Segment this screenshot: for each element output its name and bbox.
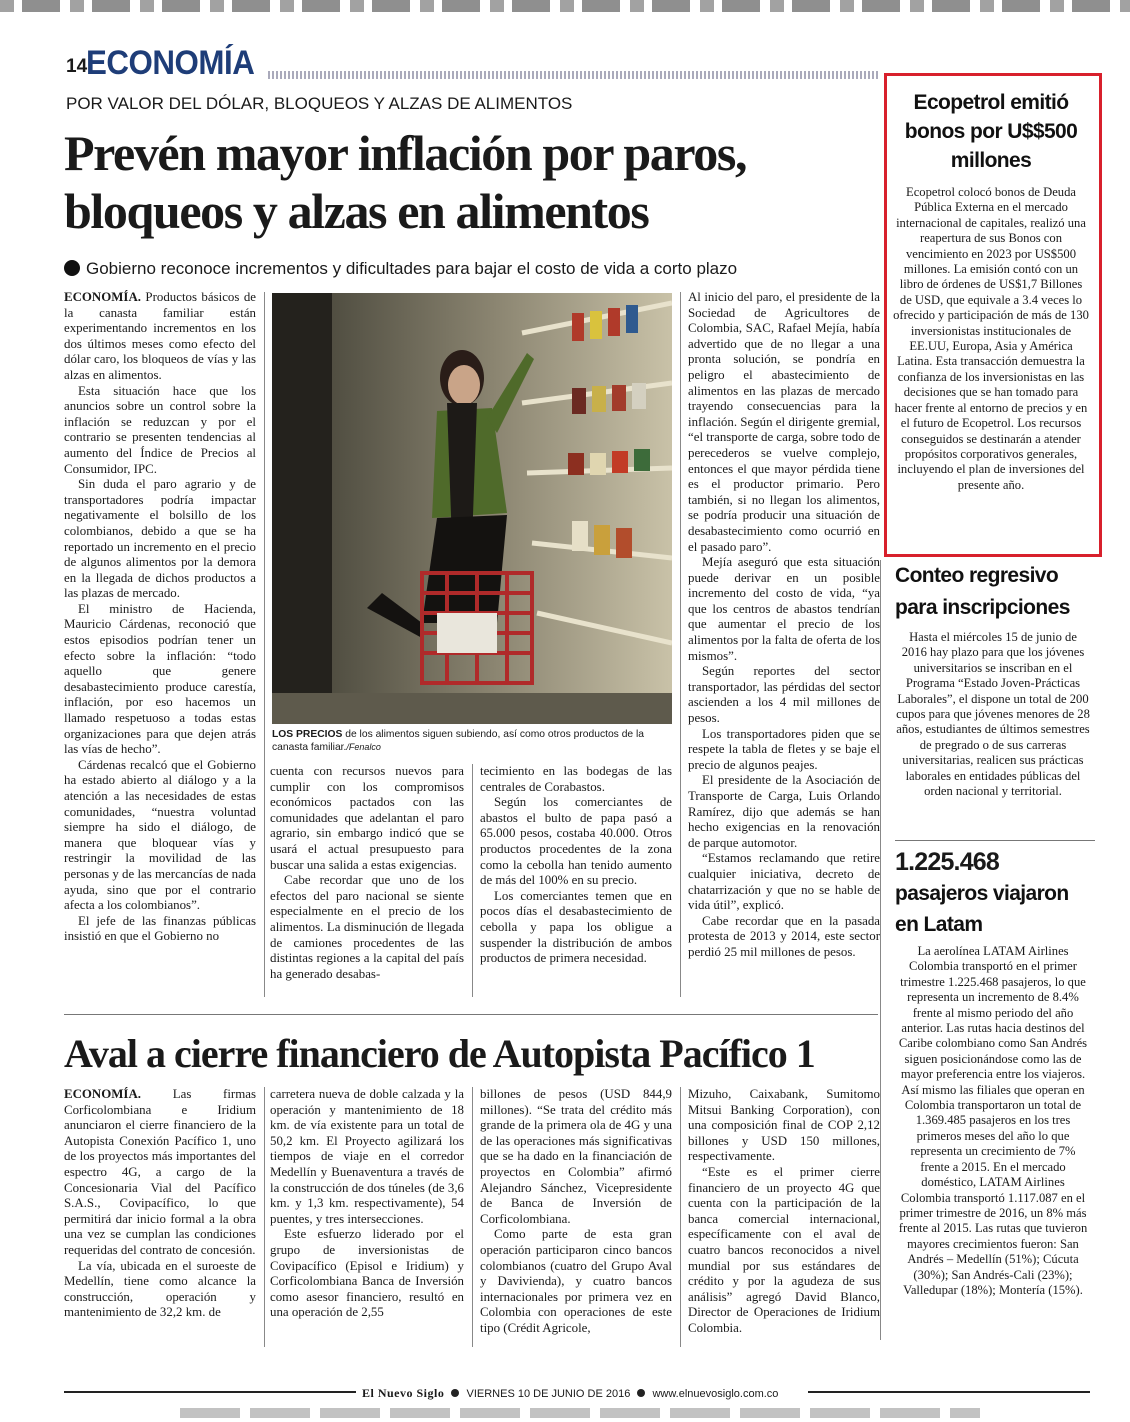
paragraph-text: carretera nueva de doble calzada y la operación y mantenimiento de 18 km. de vía existente para un total de 50,2 km. El Proyecto agilizará los tiempos de viaje en el corredor Medellín y Buenaventura a través de la construcción de dos túneles (de 3,6 km. y 1,3 km. respectivamente), 54 puentes, y tres intersecciones. <box>270 1087 464 1226</box>
paragraph-text: “Estamos reclamando que retire cualquier iniciativa, decreto de chatarrización y que no se hable de vida útil”, explicó. <box>688 851 880 913</box>
deck-bullet-icon <box>64 260 80 276</box>
caption-lead: LOS PRECIOS <box>272 729 343 740</box>
column-divider <box>264 292 265 997</box>
paragraph-text: tecimiento en las bodegas de las centrales de Corabastos. <box>480 764 672 794</box>
second-column-3 <box>480 1087 672 1337</box>
ecopetrol-body: Ecopetrol colocó bonos de Deuda Pública Externa en el mercado internacional de capitales, realizó una reapertura de sus Bonos con vencimiento en 2023 por US$500 millones. La emisión contó con un libro de órdenes de US$1,7 Billones de USD, que equivale a 3.4 veces lo ofrecido y participación de más de 130 inversionistas institucionales de EE.UU, Europa, Asia y América Latina. Esta transacción demuestra la confianza de los inversionistas en las decisiones que se han tomado para hacer frente al entorno de precios y en el futuro de Ecopetrol. Los recursos conseguidos se destinarán a atender propósitos corporativos generales, incluyendo el plan de inversiones del presente año. <box>893 185 1089 492</box>
dateline: ECONOMÍA. <box>64 290 141 304</box>
paragraph <box>64 1259 256 1321</box>
paragraph <box>688 664 880 726</box>
paragraph-text: “Este es el primer cierre financiero de un proyecto 4G que cuenta con la participación de la banca comercial internacional, específicamente con el aval de cuatro bancos reconocidos a nivel mundial por sus estándares de crédito y por la agudeza de sus análisis” agregó David Blanco, Director de Operaciones de Iridium Colombia. <box>688 1164 880 1335</box>
conteo-brief <box>895 560 1091 799</box>
page-number: 14 <box>66 56 88 77</box>
photo-credit: /Fenalco <box>346 742 381 752</box>
paragraph-text: El jefe de las finanzas públicas insistió en que el Gobierno no <box>64 913 256 944</box>
ecopetrol-title: Ecopetrol emitió bonos por U$$500 millones <box>904 91 1078 172</box>
paragraph <box>688 555 880 664</box>
paragraph <box>64 384 256 478</box>
main-column-3 <box>480 764 672 967</box>
caption-text: de los alimentos siguen subiendo, así como otros productos de la canasta familiar. <box>272 729 645 753</box>
paragraph-text: Al inicio del paro, el presidente de la Sociedad de Agricultores de Colombia, SAC, Rafael Mejía, había advertido que de no llegar a una pronta solución, se pondría en peligro el abastecimiento de alimentos en las plazas de mercado trayendo consecuencias para la inflación. Según el dirigente gremial, “el transporte de carga, sobre todo de perecederos se vuelve complejo, entonces el que mayor pérdida tiene es el productor primario. Pero también, si no llegan los alimentos, se podría producir una situación de desabastecimiento como ocurrió en el pasado paro”. <box>688 290 880 554</box>
paragraph-text: cuenta con recursos nuevos para cumplir con los compromisos económicos pactados con las comunidades que adelantan el paro agrario, sin embargo indicó que se usará el actual presupuesto para buscar una salida a estas exigencias. <box>270 764 464 872</box>
column-divider <box>680 292 681 997</box>
paragraph <box>270 764 464 873</box>
paragraph-text: Las firmas Corficolombiana e Iridium anunciaron el cierre financiero de la Autopista Conexión Pacífico 1, uno de los proyectos más importantes del espectro 4G, a cargo de la Concesionaria Vial del Pacífico S.A.S., Covipacífico, lo que permitirá dar inicio formal a la obra una vez se cumplan las condiciones requeridas del contrato de concesión. <box>64 1087 256 1257</box>
ecopetrol-brief <box>893 88 1089 493</box>
paragraph <box>64 758 256 914</box>
dateline: ECONOMÍA. <box>64 1087 141 1101</box>
paragraph-text: El ministro de Hacienda, Mauricio Cárdenas, reconoció que estos episodios podrían tener un efecto sobre la inflación: “todo aquello que genere desabastecimiento produce carestía, inflación, por eso hacemos un llamado respetuoso a todas estas organizaciones para que dejen atrás las vías de hecho”. <box>64 601 256 757</box>
footer <box>362 1386 778 1401</box>
header-dotted-rule <box>268 71 880 79</box>
paragraph-text: Productos básicos de la canasta familiar están experimentando incrementos en los dos últimos meses como efecto del dólar caro, los bloqueos de vías y las alzas en alimentos. <box>64 290 256 382</box>
top-scan-strip <box>0 0 1130 12</box>
paragraph <box>688 851 880 913</box>
main-column-1 <box>64 290 256 945</box>
paragraph-text: Cabe recordar que uno de los efectos del paro nacional se siente especialmente en el precio de los alimentos. La disminución de llegada de camiones procedentes de las distintas regiones a la capital del país ha generado desabas- <box>270 873 464 981</box>
paragraph <box>480 889 672 967</box>
paragraph <box>270 873 464 982</box>
footer-date: VIERNES 10 DE JUNIO DE 2016 <box>466 1388 631 1400</box>
kicker: POR VALOR DEL DÓLAR, BLOQUEOS Y ALZAS DE ALIMENTOS <box>66 94 573 113</box>
supermarket-photo-illustration <box>272 293 672 724</box>
sidebar-separator <box>895 840 1095 841</box>
paragraph <box>270 1227 464 1321</box>
footer-dot-icon <box>451 1389 459 1397</box>
column-divider <box>680 1087 681 1347</box>
column-divider <box>472 1087 473 1347</box>
photo-woman-in-supermarket <box>272 293 672 724</box>
second-column-4 <box>688 1087 880 1337</box>
paragraph-text: La vía, ubicada en el suroeste de Medellín, tiene como alcance la construcción, operación y mantenimiento de 32,2 km. de <box>64 1258 256 1320</box>
main-deck <box>64 259 737 279</box>
paragraph-text: Mizuho, Caixabank, Sumitomo Mitsui Banking Corporation), con una composición final de COP 2,12 billones y USD 150 millones, respectivamente. <box>688 1087 880 1164</box>
paragraph <box>64 914 256 945</box>
paragraph-text: Cárdenas recalcó que el Gobierno ha estado abierto al diálogo y a la atención a las necesidades de estas comunidades, “nuestra voluntad siempre ha sido el diálogo, de manera que bloquear vías y restringir la movilidad de las personas y de las mercancías de nada ayuda, sino que por el contrario afecta a los colombianos”. <box>64 757 256 913</box>
second-column-1 <box>64 1087 256 1321</box>
paragraph-text: El presidente de la Asociación de Transporte de Carga, Luis Orlando Ramírez, dijo que además se han hecho exigencias en la renovación de parque automotor. <box>688 773 880 850</box>
paragraph-text: Como parte de esta gran operación participaron cinco bancos colombianos (cuatro del Grupo Aval y Davivienda), y cuatro bancos internacionales por primera vez en Colombia con operaciones de este tipo (Crédit Agricole, <box>480 1227 672 1335</box>
paragraph <box>688 773 880 851</box>
latam-brief <box>895 847 1091 1298</box>
paragraph <box>64 290 256 384</box>
latam-number: 1.225.468 <box>895 848 1000 876</box>
footer-rule-left <box>64 1391 356 1393</box>
deck-text: Gobierno reconoce incrementos y dificultades para bajar el costo de vida a corto plazo <box>86 259 738 278</box>
paragraph <box>64 1087 256 1259</box>
paragraph <box>688 914 880 961</box>
story-separator <box>64 1014 878 1015</box>
paragraph-text: billones de pesos (USD 844,9 millones). “Se trata del crédito más grande de la primera ola de 4G y una de las operaciones más significativas que se ha dado en la financiación de proyectos en Colombia” afirmó Alejandro Sánchez, Vicepresidente de Banca de Inversión de Corficolombiana. <box>480 1087 672 1226</box>
column-divider <box>264 1087 265 1347</box>
footer-rule-right <box>808 1391 1090 1393</box>
main-headline: Prevén mayor inflación por paros, bloqueos y alzas en alimentos <box>64 125 747 239</box>
paragraph <box>688 290 880 555</box>
conteo-body: Hasta el miércoles 15 de junio de 2016 hay plazo para que los jóvenes universitarios se inscriban en el Programa “Estado Joven-Prácticas Laborales”, el dispone un total de 200 cupos para que jóvenes menores de 28 años, estudiantes de últimos semestres de pregrado o de sus carreras universitarias, realicen sus prácticas laborales en entidades públicas del orden nacional y territorial. <box>896 630 1090 799</box>
photo-caption <box>272 728 674 754</box>
paragraph-text: Los comerciantes temen que en pocos días el desabastecimiento de cebolla y papa los obligue a suspender la distribución de ambos productos de primera necesidad. <box>480 888 672 966</box>
latam-body: La aerolínea LATAM Airlines Colombia transportó en el primer trimestre 1.225.468 pasajeros, lo que representa un incremento de 8.4% frente al mismo periodo del año anterior. Las rutas hacia destinos del Caribe colombiano como San Andrés siguen posicionándose como las de mayor preferencia entre los viajeros. Así mismo las filiales que operan en Colombia transportaron un total de 1.369.485 pasajeros en los tres primeros meses del año lo que representa un crecimiento de 7% frente a 2015. En el mercado doméstico, LATAM Airlines Colombia transportó 1.117.087 en el primer trimestre de 2016, un 8% más frente al 2015. Las rutas que tuvieron mayores crecimientos fueron: San Andrés – Medellín (51%); Cúcuta (30%); San Andrés-Cali (23%); Valledupar (18%); Montería (15%). <box>898 944 1088 1297</box>
paragraph <box>270 1087 464 1227</box>
paragraph <box>688 727 880 774</box>
footer-brand: El Nuevo Siglo <box>362 1386 445 1400</box>
paragraph <box>64 602 256 758</box>
paragraph-text: Los transportadores piden que se respete la tabla de fletes y se baje el precio de algunos peajes. <box>688 726 880 772</box>
paragraph <box>64 477 256 602</box>
paragraph-text: Mejía aseguró que esta situación puede derivar en un posible incremento del costo de vida, “ya que los centros de abastos tendrían que aumentar el precio de los alimentos por la falta de oferta de los mismos”. <box>688 555 880 663</box>
section-title: ECONOMÍA <box>86 44 255 82</box>
paragraph <box>480 1087 672 1227</box>
conteo-title: Conteo regresivo para inscripciones <box>895 564 1070 619</box>
paragraph-text: Sin duda el paro agrario y de transportadores podría impactar negativamente el bolsillo de los colombianos, debido a que se ha reportado un incremento en el precio de algunos alimentos por la demora en la llegada de dichos productos a las plazas de mercado. <box>64 477 256 601</box>
second-headline: Aval a cierre financiero de Autopista Pacífico 1 <box>64 1031 815 1076</box>
paragraph <box>688 1087 880 1165</box>
paragraph <box>480 764 672 795</box>
bottom-scan-strip <box>180 1408 980 1418</box>
paragraph-text: Esta situación hace que los anuncios sobre un control sobre la inflación se reduzcan y por el contrario se presenten tendencias al aumento del Índice de Precios al Consumidor, IPC. <box>64 383 256 476</box>
paragraph <box>688 1165 880 1337</box>
latam-title: pasajeros viajaron en Latam <box>895 882 1069 936</box>
footer-dot-icon <box>637 1389 645 1397</box>
column-divider <box>472 764 473 997</box>
paragraph <box>480 795 672 889</box>
second-column-2 <box>270 1087 464 1321</box>
main-column-2 <box>270 764 464 982</box>
paragraph-text: Según reportes del sector transportador, las pérdidas del sector ascienden a los 4 mil millones de pesos. <box>688 664 880 726</box>
paragraph-text: Este esfuerzo liderado por el grupo de inversionistas de Covipacífico (Episol e Iridium) y Corficolombiana Banca de Inversión como asesor financiero, resultó en una operación de 2,55 <box>270 1227 464 1320</box>
sidebar-divider <box>880 560 881 1340</box>
paragraph-text: Según los comerciantes de abastos el bulto de papa pasó a 65.000 pesos, costaba 40.000. Otros productos procedentes de la zona como la cebolla han tenido aumento de más del 100% en su precio. <box>480 795 672 888</box>
paragraph-text: Cabe recordar que en la pasada protesta de 2013 y 2014, este sector perdió 25 mil millones de pesos. <box>688 913 880 959</box>
paragraph <box>480 1227 672 1336</box>
footer-url: www.elnuevosiglo.com.co <box>652 1388 779 1400</box>
main-column-4 <box>688 290 880 961</box>
